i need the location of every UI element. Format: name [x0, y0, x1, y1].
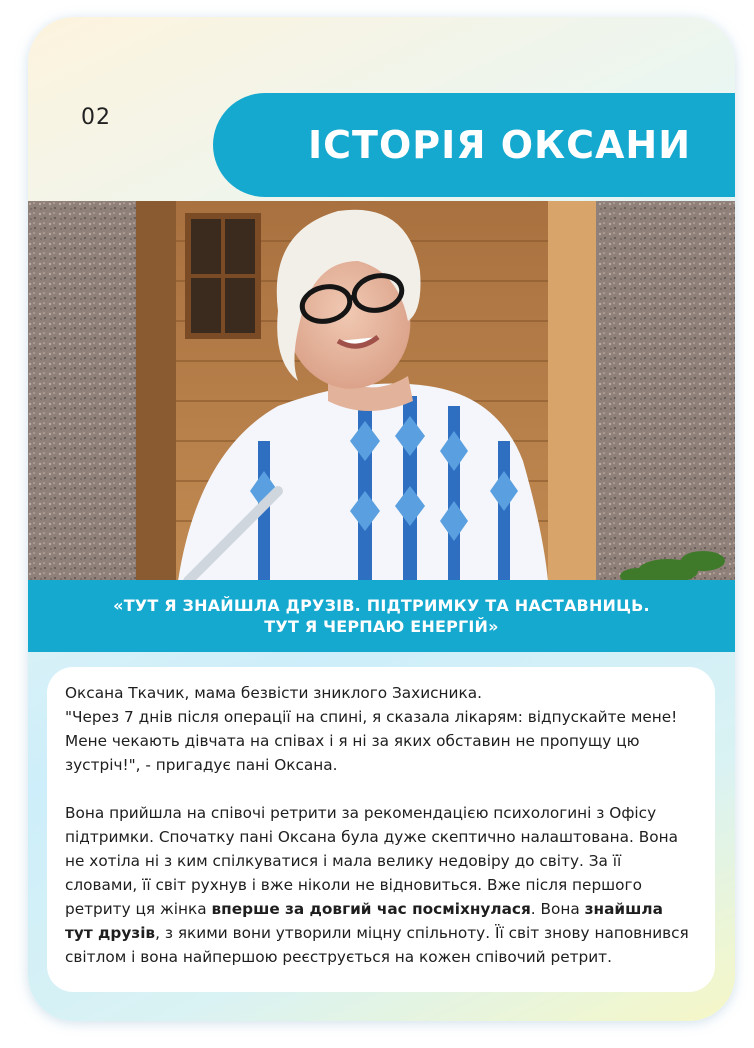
quote-text: [113, 595, 650, 637]
story-intro: Оксана Ткачик, мама безвісти зниклого Захисника.: [65, 684, 482, 702]
story-card: [28, 17, 735, 1021]
story-paragraph-2: [65, 801, 693, 969]
story-highlight-smile: вперше за довгий час посміхнулася: [211, 900, 531, 918]
story-quote: "Через 7 днів після операції на спині, я сказала лікарям: відпускайте мене! Мене чекають дівчата на співах і я ні за яких обставин не пропущу цю зустріч!", - пригадує пані Оксана.: [65, 708, 678, 774]
portrait-photo: [28, 201, 735, 581]
story-text-part-2: . Вона: [530, 900, 585, 918]
quote-line-1: «ТУТ Я ЗНАЙШЛА ДРУЗІВ. ПІДТРИМКУ ТА НАСТАВНИЦЬ.: [113, 596, 650, 615]
story-text-part-1: Вона прийшла на співочі ретрити за рекомендацією психологині з Офісу підтримки. Спочатку пані Оксана була дуже скептично налаштована. Вона не хотіла ні з ким спілкуватися і мала велику недовіру до світу. За її словами, її світ рухнув і вже ніколи не відновиться. Вже після першого ретриту ця жінка: [65, 804, 679, 918]
page-title: ІСТОРІЯ ОКСАНИ: [308, 123, 691, 167]
story-highlight-friends: знайшла тут друзів: [65, 900, 663, 942]
portrait-photo-illustration: [28, 201, 735, 581]
story-paragraph-1: [65, 681, 693, 777]
story-text-part-3: , з якими вони утворили міцну спільноту. Її світ знову наповнився світлом і вона найпершою реєструється на кожен співочий ретрит.: [65, 924, 689, 966]
page-number: 02: [81, 105, 111, 130]
title-banner: [213, 93, 735, 197]
quote-line-2: ТУТ Я ЧЕРПАЮ ЕНЕРГІЙ»: [264, 617, 499, 636]
story-text-card: [47, 667, 715, 992]
quote-banner: [28, 580, 735, 652]
